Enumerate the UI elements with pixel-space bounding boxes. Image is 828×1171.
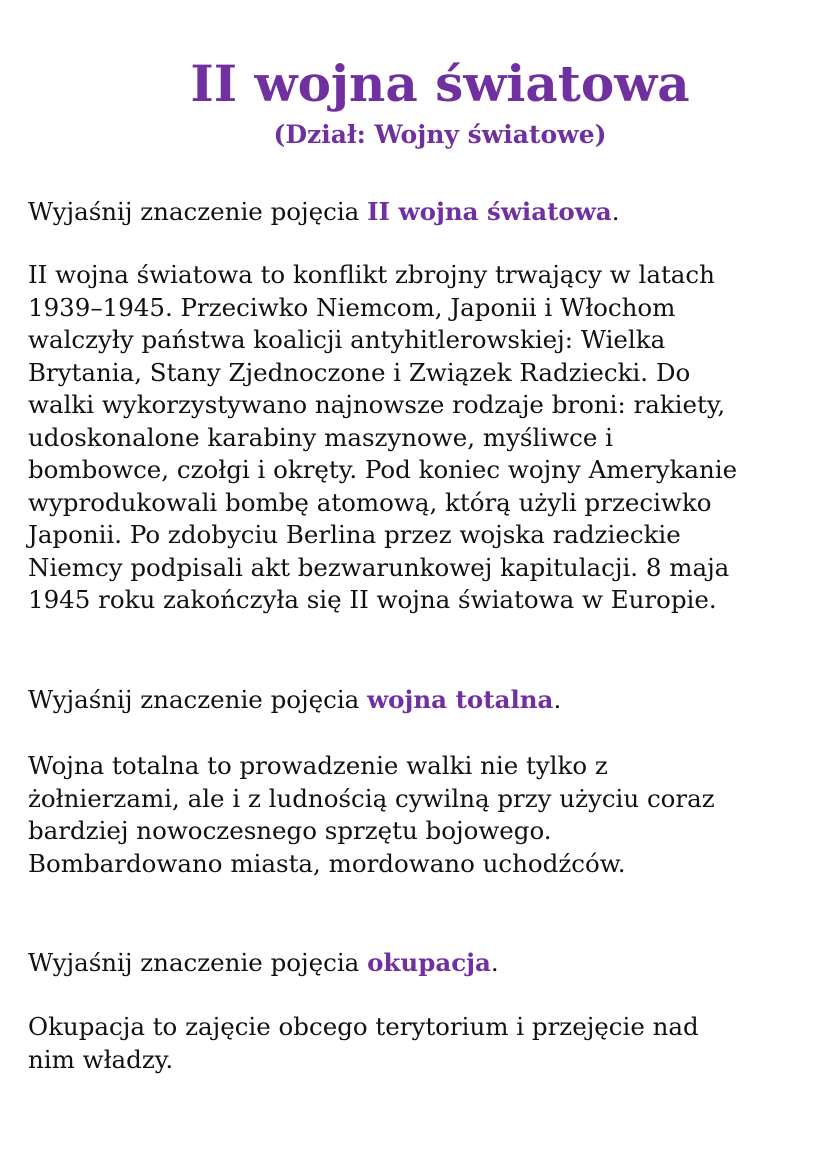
answer-1-line: walczyły państwa koalicji antyhitlerowskiej: Wielka — [28, 325, 666, 354]
answer-3 — [28, 1011, 818, 1076]
question-1 — [28, 195, 818, 228]
answer-2-line: Bombardowano miasta, mordowano uchodźców. — [28, 848, 626, 878]
answer-1-line: 1939–1945. Przeciwko Niemcom, Japonii i Włochom — [28, 292, 676, 322]
answer-1-line: bombowce, czołgi i okręty. Pod koniec wojny Amerykanie — [28, 455, 738, 484]
answer-1-line: II wojna światowa to konflikt zbrojny trwający w latach — [28, 260, 715, 289]
page-title: II wojna światowa — [190, 54, 690, 113]
question-2 — [28, 683, 818, 716]
answer-1 — [28, 259, 818, 617]
question-1-suffix: . — [611, 197, 620, 226]
answer-2-line: bardziej nowoczesnego sprzętu bojowego. — [28, 816, 552, 845]
answer-1-line: Niemcy podpisali akt bezwarunkowej kapitulacji. 8 maja — [28, 552, 730, 582]
answer-2-line: żołnierzami, ale i z ludnością cywilną przy użyciu coraz — [28, 783, 715, 813]
answer-1-line: wyprodukowali bombę atomową, którą użyli przeciwko — [28, 487, 712, 517]
answer-1-line: Japonii. Po zdobyciu Berlina przez wojska radzieckie — [28, 520, 681, 549]
answer-3-line: Okupacja to zajęcie obcego terytorium i przejęcie nad — [28, 1012, 699, 1041]
question-2-prefix: Wyjaśnij znaczenie pojęcia — [28, 685, 368, 714]
answer-2 — [28, 750, 818, 880]
answer-1-line: udoskonalone karabiny maszynowe, myśliwce i — [28, 422, 613, 452]
answer-1-line: 1945 roku zakończyła się II wojna światowa w Europie. — [28, 585, 717, 614]
question-2-suffix: . — [553, 685, 562, 714]
answer-1-line: walki wykorzystywano najnowsze rodzaje broni: rakiety, — [28, 390, 726, 419]
question-3-prefix: Wyjaśnij znaczenie pojęcia — [28, 948, 368, 977]
question-3-term: okupacja — [367, 948, 491, 977]
answer-1-line: Brytania, Stany Zjednoczone i Związek Radziecki. Do — [28, 357, 691, 387]
question-1-prefix: Wyjaśnij znaczenie pojęcia — [28, 197, 368, 226]
page-subtitle: (Dział: Wojny światowe) — [273, 120, 607, 149]
question-2-term: wojna totalna — [367, 685, 554, 714]
question-3 — [28, 946, 818, 979]
answer-3-line: nim władzy. — [28, 1044, 174, 1074]
question-3-suffix: . — [490, 948, 499, 977]
answer-2-line: Wojna totalna to prowadzenie walki nie tylko z — [28, 751, 608, 780]
question-1-term: II wojna światowa — [367, 197, 612, 226]
